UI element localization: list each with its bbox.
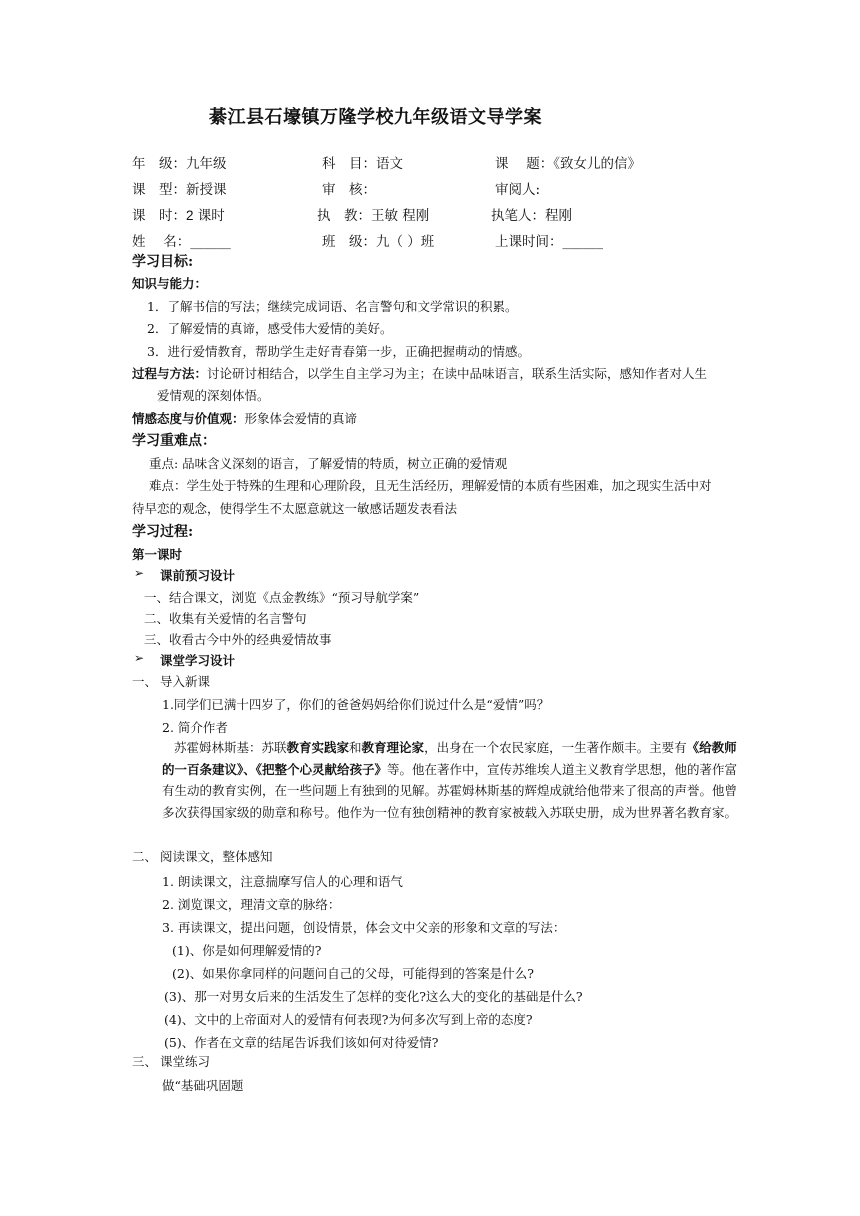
meta-writer: 执笔人：程刚	[491, 208, 572, 224]
meta-review: 审 核：	[322, 182, 376, 198]
emotion-label: 情感态度与价值观：	[132, 411, 245, 426]
author-intro-heading: 2. 简介作者	[162, 720, 228, 735]
preview-item-2: 二、收集有关爱情的名言警句	[144, 611, 307, 626]
reading-item-3: 3. 再读课文，提出问题，创设情景，体会文中父亲的形象和文章的写法：	[162, 920, 566, 935]
author-bio-bold: 教育实践家	[286, 740, 350, 755]
section-1-number: 一、	[132, 674, 158, 689]
emotion-objective	[132, 409, 357, 427]
meta-subject: 科 目：语文	[322, 156, 403, 172]
meta-teachers: 执 教：王敏 程刚	[317, 208, 430, 224]
knowledge-item-2: 2．了解爱情的真谛，感受伟大爱情的美好。	[147, 321, 393, 336]
author-bio	[162, 737, 740, 823]
reading-item-2: 2. 浏览课文，理清文章的脉络：	[162, 897, 341, 912]
meta-time: 上课时间：______	[495, 234, 603, 250]
difficult-point-cont: 待早恋的观念，使得学生不太愿意就这一敏感话题发表看法	[132, 501, 458, 516]
author-bio-text: ，出身在一个农民家庭，一生著作颇丰。主要有	[424, 740, 687, 755]
meta-hours-unit: 课时	[193, 208, 225, 224]
arrow-bullet-icon: ➢	[134, 566, 145, 580]
author-bio-text: 苏霍姆林斯基：苏联	[174, 740, 287, 755]
document-title: 綦江县石壕镇万隆学校九年级语文导学案	[209, 107, 542, 128]
author-bio-text: 和	[349, 740, 362, 755]
emotion-text: 形象体会爱情的真谛	[244, 411, 358, 426]
difficult-point: 难点：学生处于特殊的生理和心理阶段，且无生活经历，理解爱情的本质有些困难，加之现实生活中对	[149, 478, 712, 493]
meta-name: 姓 名：______	[132, 234, 231, 250]
meta-topic: 课 题：《致女儿的信》	[495, 156, 642, 172]
meta-type: 课 型：新授课	[132, 182, 227, 198]
author-bio-bold: 教育理论家	[361, 740, 425, 755]
question-3: (3)、那一对男女后来的生活发生了怎样的变化?这么大的变化的基础是什么?	[164, 989, 583, 1004]
preview-item-3: 三、收看古今中外的经典爱情故事	[144, 632, 332, 647]
meta-hours	[132, 204, 225, 224]
exercise-item: 做“基础巩固题	[162, 1078, 244, 1093]
lesson-1-heading: 第一课时	[132, 547, 183, 562]
reading-item-1: 1. 朗读课文，注意揣摩写信人的心理和语气	[162, 874, 403, 889]
knowledge-item-3: 3．进行爱情教育，帮助学生走好青春第一步，正确把握萌动的情感。	[147, 344, 530, 359]
meta-hours-num: 2	[186, 208, 194, 223]
process-text-cont: 爱情观的深刻体悟。	[157, 388, 270, 403]
intro-question: 1.同学们已满十四岁了，你们的爸爸妈妈给你们说过什么是“爱情”吗？	[162, 697, 550, 712]
process-text: 讨论研讨相结合，以学生自主学习为主；在读中品味语言，联系生活实际，感知作者对人生	[207, 366, 708, 381]
section-3-number: 三、	[132, 1054, 158, 1069]
question-2: (2)、如果你拿同样的问题问自己的父母，可能得到的答案是什么?	[172, 966, 534, 981]
knowledge-heading: 知识与能力：	[132, 276, 208, 291]
meta-grade: 年 级：九年级	[132, 156, 227, 172]
knowledge-item-1: 1．了解书信的写法；继续完成词语、名言警句和文学常识的积累。	[147, 299, 518, 314]
keypoints-heading: 学习重难点：	[132, 433, 216, 449]
question-4: (4)、文中的上帝面对人的爱情有何表现?为何多次写到上帝的态度?	[164, 1012, 533, 1027]
question-5: (5)、作者在文章的结尾告诉我们该如何对待爱情?	[164, 1035, 439, 1050]
question-1: (1)、你是如何理解爱情的?	[172, 943, 322, 958]
process-label: 过程与方法：	[132, 366, 208, 381]
author-bio-text: 等。他在著作中，宣传苏维埃人道主义教育学思想，他的著作富有生动的教育实例，在一些问题上有独到的见解。苏霍姆林斯基的辉煌成就给他带来了很高的声誉。他曾多次获得国家级的勋章和称号。他作为一位有独创精神的教育家被载入苏联史册，成为世界著名教育家。	[162, 761, 738, 820]
author-bio-bold: 《给教师的一百条建议》、《把整个心灵献给孩子》	[162, 740, 737, 777]
meta-class: 班 级：九（ ）班	[322, 234, 435, 250]
arrow-bullet-icon: ➢	[134, 651, 145, 665]
meta-reviewer: 审阅人:	[495, 182, 541, 198]
section-1-title: 导入新课	[160, 674, 211, 689]
preview-item-1: 一、结合课文，浏览《点金教练》“预习导航学案”	[144, 590, 420, 605]
key-point: 重点: 品味含义深刻的语言，了解爱情的特质，树立正确的爱情观	[149, 456, 508, 471]
section-2-title: 阅读课文，整体感知	[160, 849, 273, 864]
process-objective	[132, 364, 707, 382]
section-2-number: 二、	[132, 849, 158, 864]
objectives-heading: 学习目标:	[132, 254, 194, 270]
meta-hours-label: 课 时：	[132, 208, 186, 224]
class-design-heading: 课堂学习设计	[160, 653, 236, 668]
process-heading: 学习过程:	[132, 524, 194, 540]
section-3-title: 课堂练习	[160, 1054, 211, 1069]
preview-heading: 课前预习设计	[160, 568, 236, 583]
